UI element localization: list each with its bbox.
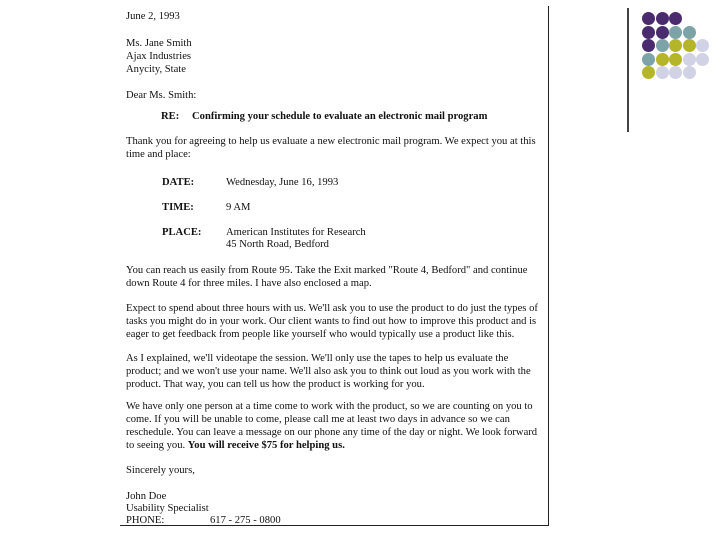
time-value: 9 AM — [226, 202, 251, 213]
recipient-company: Ajax Industries — [126, 51, 192, 62]
decorative-dot — [656, 53, 669, 66]
decorative-dot — [669, 12, 682, 25]
recipient-name: Ms. Jane Smith — [126, 38, 192, 49]
payment-note: You will receive $75 for helping us. — [187, 440, 345, 451]
decorative-dot — [669, 66, 682, 79]
directions-paragraph: You can reach us easily from Route 95. Take the Exit marked "Route 4, Bedford" and continue down Route 4 for three miles. I have also enclosed a map. — [126, 265, 528, 289]
letter-page — [120, 6, 549, 526]
place-value-line1: American Institutes for Research — [226, 227, 366, 238]
decorative-dot — [642, 66, 655, 79]
signature-title: Usability Specialist — [126, 503, 209, 514]
phone-label: PHONE: — [126, 515, 165, 526]
subject-label: RE: — [161, 111, 180, 122]
decorative-dot — [656, 12, 669, 25]
decorative-dot — [683, 26, 696, 39]
decorative-dot — [696, 39, 709, 52]
signature-name: John Doe — [126, 491, 167, 502]
decorative-dot — [656, 39, 669, 52]
subject-line: Confirming your schedule to evaluate an electronic mail program — [192, 111, 488, 122]
decorative-dot — [669, 39, 682, 52]
phone-value: 617 - 275 - 0800 — [210, 515, 281, 526]
place-value-line2: 45 North Road, Bedford — [226, 239, 329, 250]
closing: Sincerely yours, — [126, 465, 195, 476]
letter-date: June 2, 1993 — [126, 11, 180, 22]
decorative-dot — [683, 66, 696, 79]
decorative-divider — [627, 8, 629, 132]
time-label: TIME: — [162, 202, 194, 213]
videotape-paragraph: As I explained, we'll videotape the session. We'll only use the tapes to help us evaluate the product; and we won't use your name. We'll also ask you to think out loud as you work with the product. That way, you can tell us how the product is working for you. — [126, 353, 531, 390]
scheduling-text: We have only one person at a time come to work with the product, so we are counting on you to come. If you will be unable to come, please call me at least two days in advance so we can reschedule. You can leave a message on our phone any time of the day or night. We look forward to seeing you. — [126, 401, 538, 451]
decorative-dot — [642, 39, 655, 52]
scheduling-paragraph — [126, 400, 546, 452]
date-label: DATE: — [162, 177, 195, 188]
decorative-dot — [656, 66, 669, 79]
date-value: Wednesday, June 16, 1993 — [226, 177, 339, 188]
decorative-dot — [642, 12, 655, 25]
decorative-dot — [696, 53, 709, 66]
decorative-dot — [669, 53, 682, 66]
recipient-city: Anycity, State — [126, 64, 186, 75]
decorative-dot — [656, 26, 669, 39]
expectations-paragraph: Expect to spend about three hours with us. We'll ask you to use the product to do just the types of tasks you might do in your work. Our client wants to find out how to improve this product and is eager to get feedback from people like yourself who would typically use a product like this. — [126, 303, 538, 340]
decorative-dot — [642, 26, 655, 39]
intro-paragraph: Thank you for agreeing to help us evaluate a new electronic mail program. We expect you at this time and place: — [126, 136, 536, 160]
decorative-dot — [683, 39, 696, 52]
place-label: PLACE: — [162, 227, 202, 238]
decorative-dot — [683, 53, 696, 66]
decorative-dot — [669, 26, 682, 39]
salutation: Dear Ms. Smith: — [126, 90, 197, 101]
decorative-dot — [642, 53, 655, 66]
